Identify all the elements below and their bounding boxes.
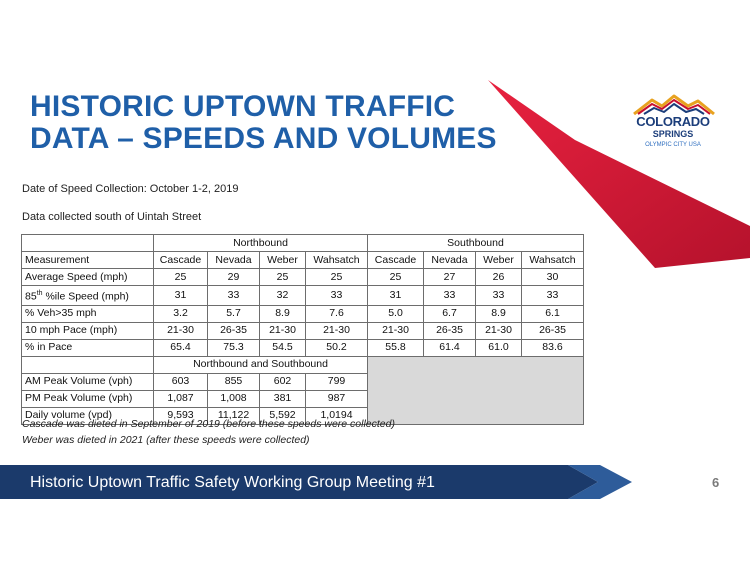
table-cell: 11,122	[208, 407, 260, 424]
sb-street-header: Cascade	[368, 252, 424, 269]
table-cell: 54.5	[260, 339, 306, 356]
table-cell: 25	[306, 269, 368, 286]
row-label: PM Peak Volume (vph)	[22, 390, 154, 407]
table-cell: 6.1	[522, 305, 584, 322]
table-cell: 27	[424, 269, 476, 286]
table-cell: 61.0	[476, 339, 522, 356]
mountain-logo-icon	[624, 92, 720, 116]
table-cell: 31	[368, 286, 424, 306]
table-row	[22, 286, 584, 306]
title-line-1: HISTORIC UPTOWN TRAFFIC	[30, 90, 456, 123]
table-cell: 26-35	[424, 322, 476, 339]
table-cell: 1,087	[154, 390, 208, 407]
northbound-header: Northbound	[154, 235, 368, 252]
table-street-header-row	[22, 252, 584, 269]
table-cell: 9,593	[154, 407, 208, 424]
table-cell: 21-30	[306, 322, 368, 339]
row-label: 10 mph Pace (mph)	[22, 322, 154, 339]
table-cell: 33	[208, 286, 260, 306]
table-cell: 25	[154, 269, 208, 286]
row-label: AM Peak Volume (vph)	[22, 373, 154, 390]
traffic-data-table	[21, 234, 584, 425]
table-cell: 1,008	[208, 390, 260, 407]
table-row	[22, 269, 584, 286]
row-label: Average Speed (mph)	[22, 269, 154, 286]
row-label: % in Pace	[22, 339, 154, 356]
table-cell: 21-30	[368, 322, 424, 339]
table-cell: 26	[476, 269, 522, 286]
measurement-header: Measurement	[22, 252, 154, 269]
table-cell: 25	[260, 269, 306, 286]
logo-text-springs: SPRINGS	[652, 129, 694, 139]
table-row	[22, 322, 584, 339]
table-cell: 8.9	[260, 305, 306, 322]
table-cell: 6.7	[424, 305, 476, 322]
table-cell: 855	[208, 373, 260, 390]
label-prefix: 85	[25, 290, 37, 303]
table-cell: 25	[368, 269, 424, 286]
table-cell: 5.7	[208, 305, 260, 322]
table-cell: 381	[260, 390, 306, 407]
southbound-header: Southbound	[368, 235, 584, 252]
colorado-springs-logo	[622, 92, 722, 154]
note-weber: Weber was dieted in 2021 (after these speeds were collected)	[22, 434, 310, 446]
table-cell: 30	[522, 269, 584, 286]
table-cell: 21-30	[260, 322, 306, 339]
table-cell: 987	[306, 390, 368, 407]
sb-street-header: Wahsatch	[522, 252, 584, 269]
note-cascade: Cascade was dieted in September of 2019 (before these speeds were collected)	[22, 418, 395, 430]
label-suffix: %ile Speed (mph)	[42, 290, 129, 303]
nb-street-header: Weber	[260, 252, 306, 269]
table-cell: 5,592	[260, 407, 306, 424]
page-number: 6	[712, 475, 720, 490]
table-group-header-row	[22, 235, 584, 252]
nb-street-header: Wahsatch	[306, 252, 368, 269]
blank-header-cell	[22, 235, 154, 252]
table-cell: 1,0194	[306, 407, 368, 424]
row-label	[22, 286, 154, 306]
table-cell: 50.2	[306, 339, 368, 356]
table-cell: 61.4	[424, 339, 476, 356]
nb-street-header: Cascade	[154, 252, 208, 269]
table-cell: 21-30	[154, 322, 208, 339]
table-cell: 26-35	[522, 322, 584, 339]
slide-title	[30, 91, 497, 155]
logo-text-colorado: COLORADO	[636, 114, 710, 129]
table-cell: 55.8	[368, 339, 424, 356]
row-label: % Veh>35 mph	[22, 305, 154, 322]
table-cell: 33	[424, 286, 476, 306]
table-cell: 33	[522, 286, 584, 306]
table-volume-header-row	[22, 356, 584, 373]
table-cell: 33	[306, 286, 368, 306]
table-cell: 7.6	[306, 305, 368, 322]
sb-street-header: Nevada	[424, 252, 476, 269]
table-cell: 26-35	[208, 322, 260, 339]
footer-meeting-title: Historic Uptown Traffic Safety Working Group Meeting #1	[30, 474, 435, 491]
table-cell: 21-30	[476, 322, 522, 339]
blank-header-cell	[22, 356, 154, 373]
sb-street-header: Weber	[476, 252, 522, 269]
table-cell: 33	[476, 286, 522, 306]
table-cell: 8.9	[476, 305, 522, 322]
collection-location: Data collected south of Uintah Street	[22, 211, 202, 223]
table-cell: 602	[260, 373, 306, 390]
logo-text-olympic: OLYMPIC CITY USA	[645, 142, 701, 148]
label-superscript: th	[36, 290, 43, 297]
table-cell: 32	[260, 286, 306, 306]
table-cell: 29	[208, 269, 260, 286]
table-cell: 3.2	[154, 305, 208, 322]
table-cell: 5.0	[368, 305, 424, 322]
table-cell: 799	[306, 373, 368, 390]
table-cell: 603	[154, 373, 208, 390]
table-cell: 65.4	[154, 339, 208, 356]
greyed-cell	[368, 356, 584, 424]
row-label: Daily volume (vpd)	[22, 407, 154, 424]
table-row	[22, 305, 584, 322]
collection-date: Date of Speed Collection: October 1-2, 2019	[22, 183, 239, 195]
table-cell: 31	[154, 286, 208, 306]
title-line-2: DATA – SPEEDS AND VOLUMES	[30, 122, 497, 155]
both-directions-header: Northbound and Southbound	[154, 356, 368, 373]
table-cell: 75.3	[208, 339, 260, 356]
nb-street-header: Nevada	[208, 252, 260, 269]
table-cell: 83.6	[522, 339, 584, 356]
table-row	[22, 339, 584, 356]
